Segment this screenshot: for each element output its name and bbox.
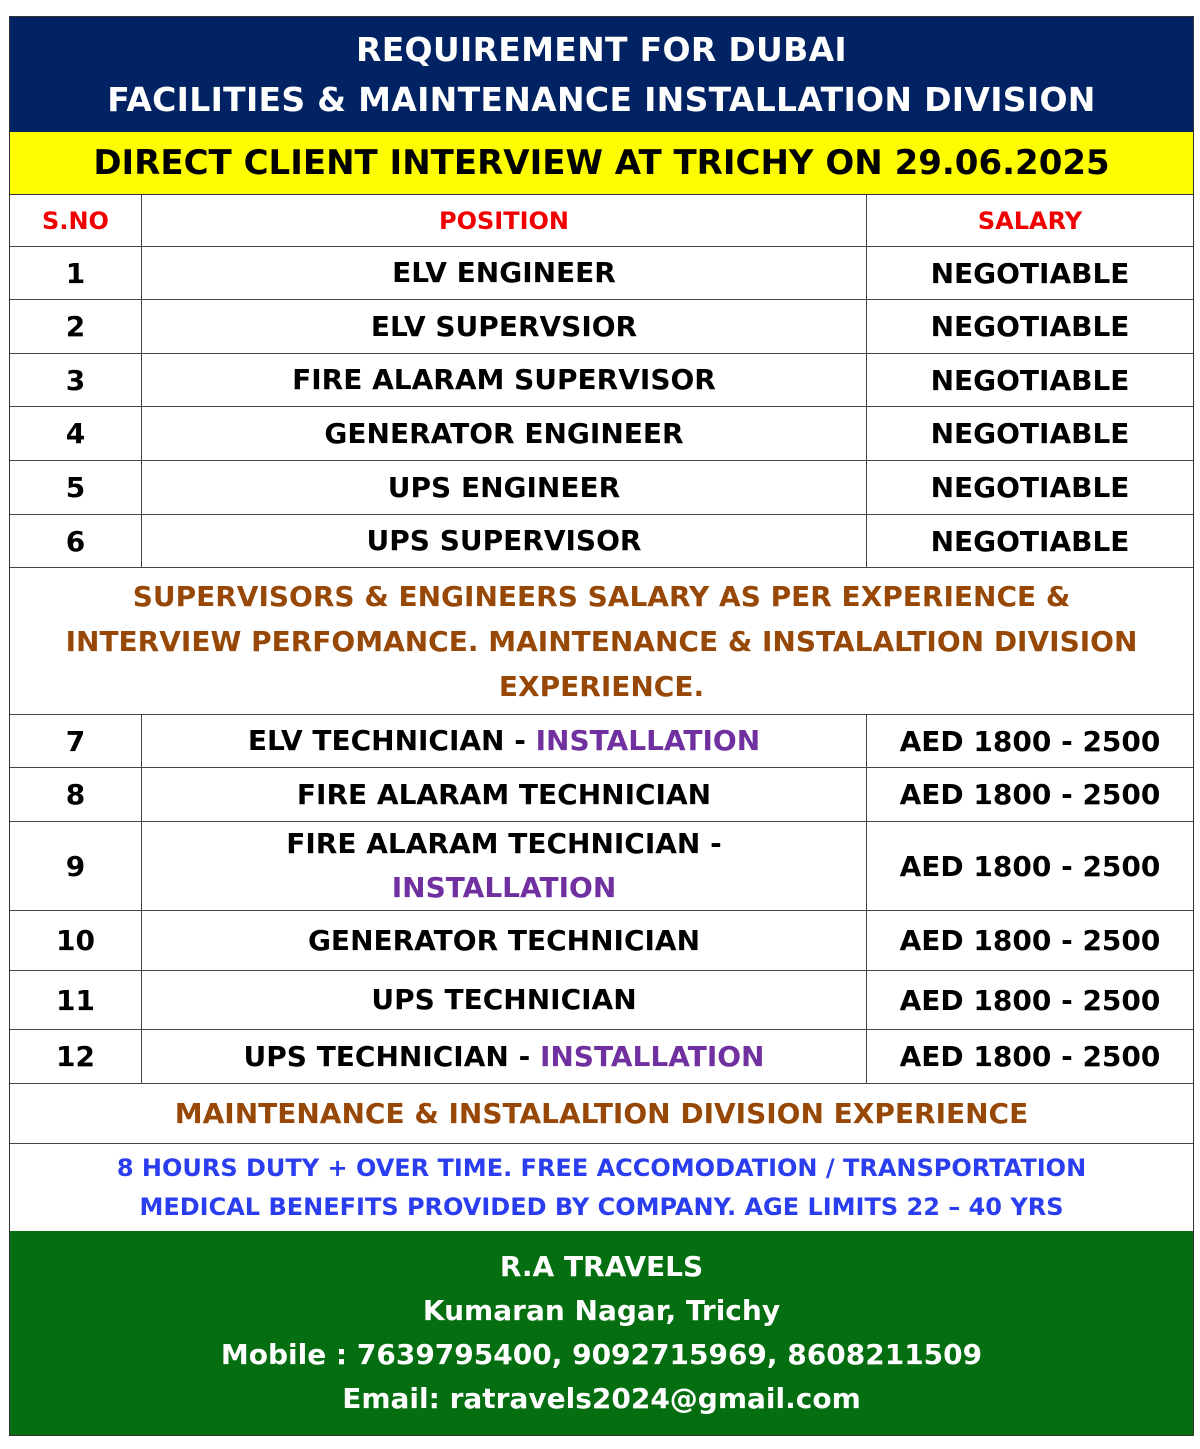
row-salary: AED 1800 - 2500 [899,983,1161,1017]
installation-tag: INSTALLATION [535,724,761,757]
row-salary: NEGOTIABLE [930,363,1130,397]
row-salary: AED 1800 - 2500 [899,849,1161,883]
row-sno: 10 [10,911,142,970]
row-position [142,1030,867,1083]
row-salary: AED 1800 - 2500 [899,724,1161,758]
header-salary: SALARY [977,206,1083,235]
position-name: UPS TECHNICIAN - [243,1039,540,1073]
row-sno: 3 [10,354,142,406]
row-position: ELV SUPERVSIOR [142,300,867,353]
row-salary: AED 1800 - 2500 [899,778,1161,811]
row-sno: 9 [10,822,142,910]
header-sno: S.NO [10,195,142,246]
table-row [10,768,1193,822]
row-sno: 5 [10,461,142,514]
company-mobile: Mobile : 7639795400, 9092715969, 8608211509 [220,1338,983,1371]
row-position: ELV ENGINEER [142,247,867,299]
row-sno: 4 [10,407,142,460]
company-name: R.A TRAVELS [499,1250,704,1283]
header-position: POSITION [142,195,867,246]
row-salary: NEGOTIABLE [930,417,1130,450]
poster-header [10,17,1193,132]
table-row [10,515,1193,568]
row-salary: NEGOTIABLE [930,471,1130,504]
row-position: GENERATOR TECHNICIAN [142,911,867,970]
company-email: Email: ratravels2024@gmail.com [342,1382,861,1415]
installation-tag: INSTALLATION [391,871,617,904]
row-position [142,715,867,767]
table-row [10,911,1193,971]
row-position: FIRE ALARAM TECHNICIAN [142,768,867,821]
experience-note: MAINTENANCE & INSTALALTION DIVISION EXPERIENCE [10,1084,1193,1144]
position-name: FIRE ALARAM TECHNICIAN - [286,827,722,860]
interview-banner: DIRECT CLIENT INTERVIEW AT TRICHY ON 29.06.2025 [10,132,1193,195]
table-header-row [10,195,1193,247]
benefits-line-2: MEDICAL BENEFITS PROVIDED BY COMPANY. AGE LIMITS 22 – 40 YRS [139,1192,1064,1221]
table-row [10,1030,1193,1084]
row-position: UPS TECHNICIAN [142,971,867,1029]
row-position [142,822,867,910]
row-sno: 2 [10,300,142,353]
row-sno: 8 [10,768,142,821]
installation-tag: INSTALLATION [539,1039,765,1073]
row-position: FIRE ALARAM SUPERVISOR [142,354,867,406]
row-salary: NEGOTIABLE [930,310,1130,343]
row-position: UPS ENGINEER [142,461,867,514]
row-sno: 7 [10,715,142,767]
table-row [10,247,1193,300]
table-row [10,715,1193,768]
row-salary: AED 1800 - 2500 [899,924,1161,957]
row-salary: AED 1800 - 2500 [899,1040,1161,1073]
row-salary: NEGOTIABLE [930,256,1130,290]
table-row [10,971,1193,1030]
benefits-line-1: 8 HOURS DUTY + OVER TIME. FREE ACCOMODATION / TRANSPORTATION [116,1153,1087,1182]
row-salary: NEGOTIABLE [930,524,1130,558]
row-position: GENERATOR ENGINEER [142,407,867,460]
salary-note: SUPERVISORS & ENGINEERS SALARY AS PER EXPERIENCE & INTERVIEW PERFOMANCE. MAINTENANCE & INSTALALTION DIVISION EXPERIENCE. [10,568,1193,715]
row-position: UPS SUPERVISOR [142,515,867,567]
row-sno: 11 [10,971,142,1029]
table-row [10,461,1193,515]
job-poster [9,16,1194,1436]
benefits-block [10,1144,1193,1231]
table-row [10,822,1193,911]
table-row [10,407,1193,461]
company-address: Kumaran Nagar, Trichy [422,1294,781,1327]
header-title: REQUIREMENT FOR DUBAI [356,29,847,69]
row-sno: 1 [10,247,142,299]
row-sno: 12 [10,1030,142,1083]
row-sno: 6 [10,515,142,567]
header-subtitle: FACILITIES & MAINTENANCE INSTALLATION DIVISION [107,79,1096,119]
table-row [10,300,1193,354]
table-row [10,354,1193,407]
contact-footer [10,1231,1193,1435]
position-name: ELV TECHNICIAN - [247,724,536,757]
